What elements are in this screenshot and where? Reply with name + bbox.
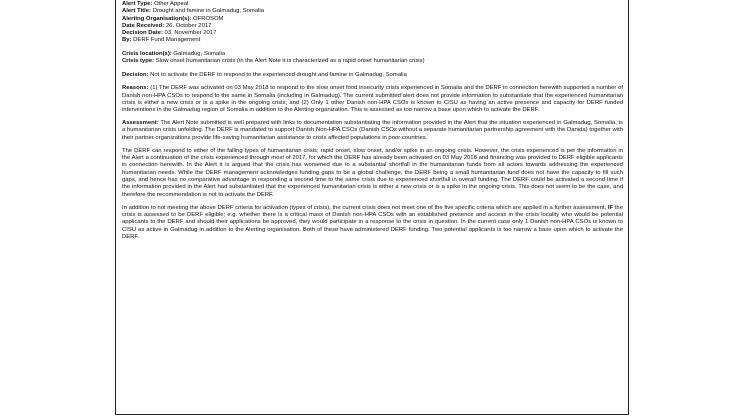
date-received-row [122,23,623,30]
assessment-paragraph [122,120,623,142]
alerting-org-row [122,16,623,23]
crisis-types-paragraph: The DERF can respond to either of the falling types of humanitarian crisis; rapid onset, slow onset, and/or spike in an ongoing crisis. However, the crisis experienced is per the information in the Alert a continuation of the crisis experienced through most of 2017, for which the DERF has already been activated on 03 May 2018 and financing was provided to DERF eligible applicants in connection herewith. In the Alert it is argued that the crisis has worsened due to a substantial shortfall in the humanitarian funds from all actors towards addressing the experienced humanitarian needs. While the DERF management acknowledges funding gaps to be a global challenge, the DERF being a small humanitarian fund does not have the capacity to fill such gaps, and hence has no comparative advantage in responding a second time to the same crisis due to experienced shortfall in overall funding. The DERF could be activated a second time if the information provided in the Alert had substantiated that the experienced humanitarian crisis is either a new crisis or is a spike in the ongoing crisis. This does not seem to be the case, and therefore the recommendation is not to activate the DERF. [122,147,623,198]
decision-date-value: 03. November 2017 [162,30,217,37]
date-received-value: 26. October 2017 [164,22,212,29]
reasons-paragraph [122,85,623,114]
crisis-location-row [122,51,623,58]
assessment-text: The Alert Note submitted is well prepared with links to documentation substantiating the information provided in the Alert that the situation experienced in Galmadug, Somalia, is a humanitarian crisis unfolding. The DERF is mandated to support Danish Non-HPA CSOs (Danish CSOs without a separate humanitarian partnership agreement with the Danida) together with their partner organizations provide life-saving humanitarian assistance to crisis affected populations in poor countries. [122,120,623,141]
reasons-text: (1) The DERF was activated on 03 May 2018 to respond to the slow onset food insecurity crisis experienced in Somalia and the DERF in connection herewith supported a number of Danish non-HPA CSOs to respond to the same in Somalia (including in Galmadug). The current submitted alert does not provide information to substantiate that the experienced humanitarian crisis is either a new crisis or is a spike in the ongoing crisis; and (2) Only 1 other Danish non-HPA CSOs is known to CISU as having an active presence and capacity for DERF funded interventions in the Galmadug region of Somalia in addition to the Alerting organization. This is assessed as too narrow a base upon which to activate the DERF. [122,85,623,114]
criteria-paragraph [122,205,623,242]
date-received-label: Date Received: [122,22,165,29]
criteria-text-end: the crisis is assessed to be DERF eligible; e.g. whether there is a critical mass of Danish non-HPA CSOs with an established presence and access in the crisis locality who would be potential applicants to the DERF and should their applications be approved, they would participate in a response to the crisis in question. In the current case only 1 Danish non-HPA CSOs is known to CISU as active in Galmadug in addition to the Alerting organisation. Both of these have administered DERF funding. Two potential applicants is too narrow a base upon which to activate the DERF. [122,204,623,240]
alert-type-label: Alert Type: [122,1,153,7]
crisis-location-label: Crisis location(s): [122,50,172,57]
reasons-label: Reasons: [122,85,149,92]
alerting-org-value: OFROSOM [191,15,224,22]
alert-type-value: Other Appeal [152,1,189,7]
by-label: By: [122,37,132,44]
crisis-location-value: Galmadug, Somalia [171,50,226,57]
decision-label: Decision: [122,71,149,78]
decision-row [122,72,623,79]
criteria-text-start: In addition to not meeting the above DERF criteria for activation (types of crisis), the current crisis does not meet one of the five specific criteria which are applied in a further assessment, [122,204,608,211]
assessment-label: Assessment: [122,120,159,127]
by-row [122,37,623,44]
decision-document-frame [115,0,629,415]
decision-date-label: Decision Date: [122,30,163,37]
by-value: DERF Fund Management [131,37,201,44]
crisis-type-row [122,58,623,65]
alert-type-row [122,1,623,8]
decision-value: Not to activate the DERF to respond to the experienced drought and famine in Galmadug, Somalia [148,71,407,78]
criteria-if-emphasis: IF [607,204,614,211]
crisis-type-label: Crisis type: [122,58,155,65]
decision-date-row [122,30,623,37]
alert-title-label: Alert Title: [122,8,152,15]
alert-title-row [122,8,623,15]
crisis-type-value: Slow onset humanitarian crisis (in the Alert Note it is characterized as a rapid onset humanitarian crisis) [154,58,425,65]
alerting-org-label: Alerting Organisation(s): [122,15,192,22]
alert-title-value: Drought and famine in Galmadug, Somalia [151,8,264,15]
